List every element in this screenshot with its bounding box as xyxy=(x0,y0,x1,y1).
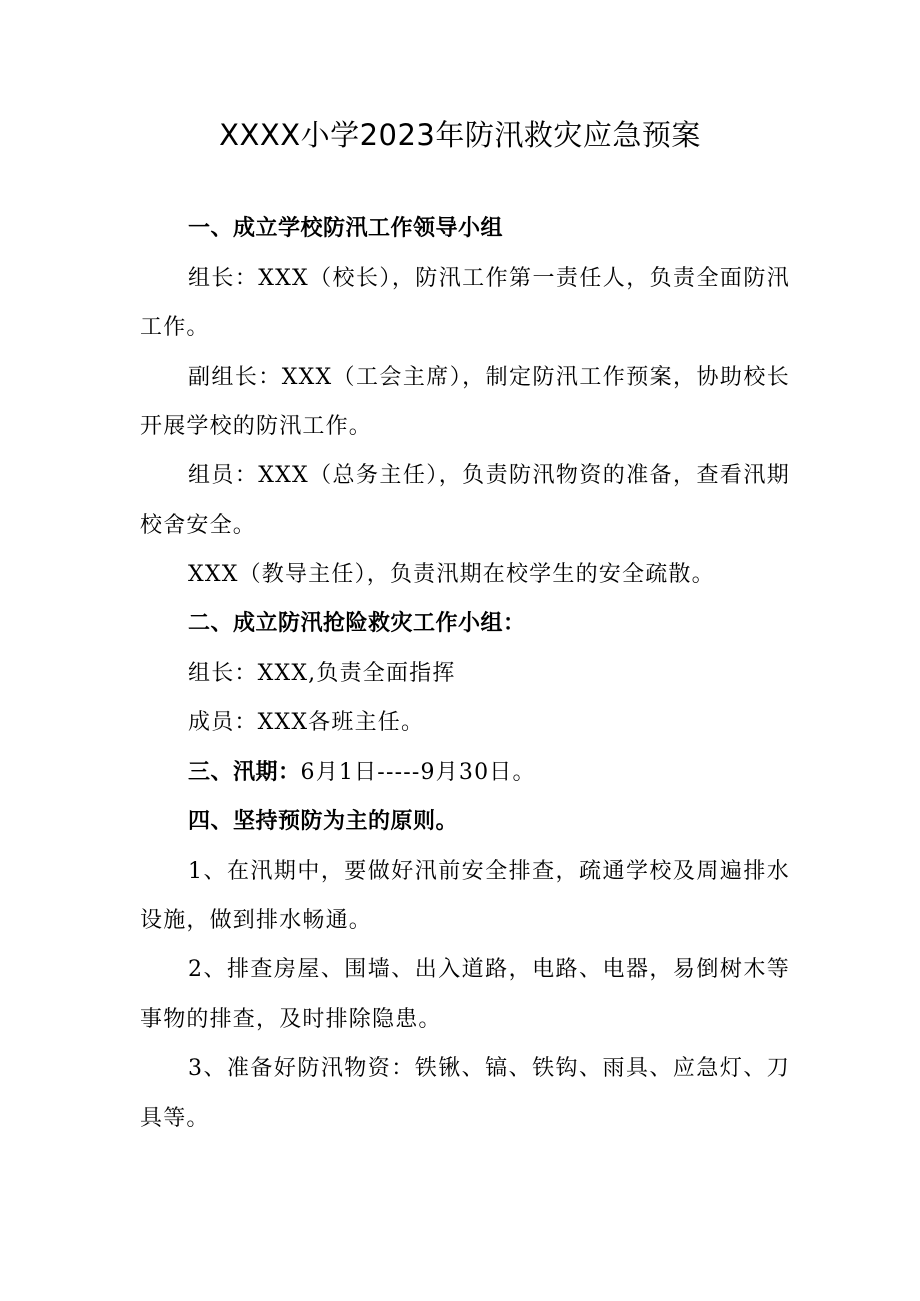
section-4-heading: 四、坚持预防为主的原则。 xyxy=(188,809,459,834)
paragraph-member-2: XXX（教导主任），负责汛期在校学生的安全疏散。 xyxy=(188,562,715,587)
paragraph-deputy-line-1: 副组长：XXX（工会主席），制定防汛工作预案，协助校长 xyxy=(188,365,790,390)
section-2-heading: 二、成立防汛抢险救灾工作小组： xyxy=(188,611,526,636)
item-1-line-2: 设施，做到排水畅通。 xyxy=(140,908,373,933)
item-2-line-1: 2、排查房屋、围墙、出入道路，电路、电器，易倒树木等 xyxy=(188,957,790,982)
paragraph-leader-line-1: 组长：XXX（校长），防汛工作第一责任人，负责全面防汛 xyxy=(188,266,790,291)
section-3-flood-period xyxy=(188,756,790,790)
item-3-line-1: 3、准备好防汛物资：铁锹、镐、铁钩、雨具、应急灯、刀 xyxy=(188,1056,790,1081)
item-3-line-2: 具等。 xyxy=(140,1106,210,1131)
paragraph-member-line-2: 校舍安全。 xyxy=(140,513,257,538)
paragraph-leader-line-2: 工作。 xyxy=(140,315,210,340)
section-3-label: 三、汛期： xyxy=(188,760,301,785)
item-2-line-2: 事物的排查，及时排除隐患。 xyxy=(140,1007,442,1032)
document-title: XXXX小学2023年防汛救灾应急预案 xyxy=(219,118,701,152)
item-1-line-1: 1、在汛期中，要做好汛前安全排查，疏通学校及周遍排水 xyxy=(188,859,790,884)
paragraph-deputy-line-2: 开展学校的防汛工作。 xyxy=(140,414,373,439)
section-3-dates: 6月1日-----9月30日。 xyxy=(300,760,536,785)
section-1-heading: 一、成立学校防汛工作领导小组 xyxy=(188,216,504,241)
paragraph-rescue-leader: 组长：XXX,负责全面指挥 xyxy=(188,661,456,686)
paragraph-rescue-members: 成员：XXX各班主任。 xyxy=(188,710,425,735)
paragraph-member-line-1: 组员：XXX（总务主任），负责防汛物资的准备，查看汛期 xyxy=(188,463,790,488)
